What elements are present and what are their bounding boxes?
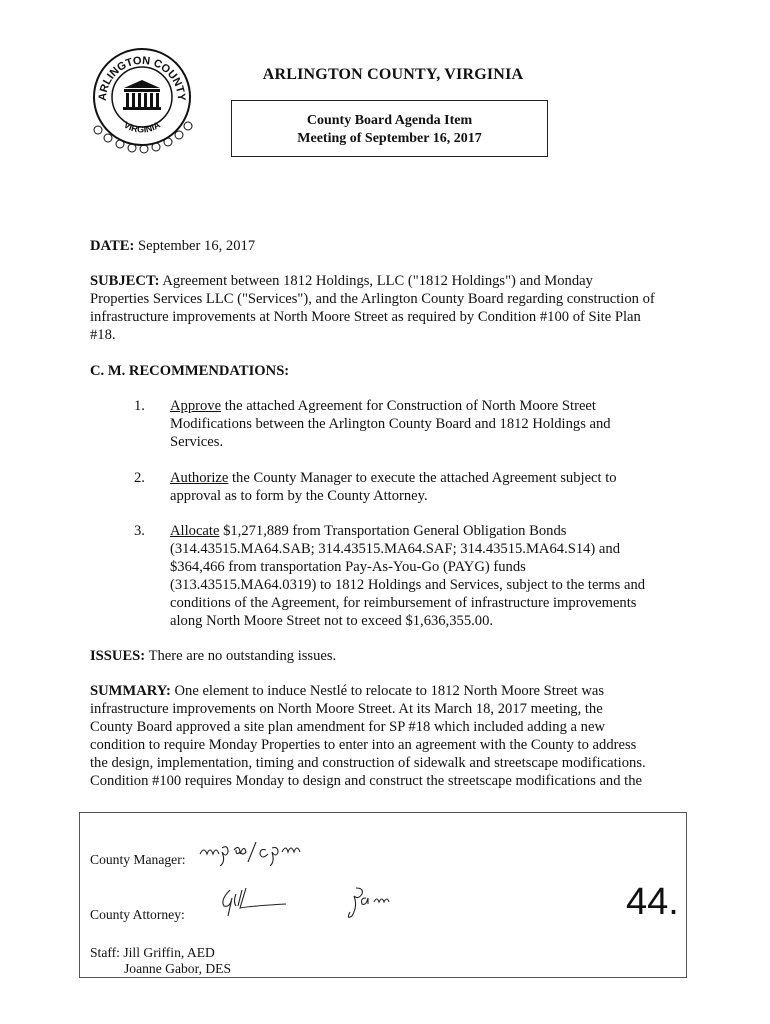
- subject-line-2: Properties Services LLC ("Services"), and the Arlington County Board regarding construction of: [90, 291, 655, 307]
- county-manager-label: County Manager:: [90, 852, 186, 867]
- svg-text:VIRGINIA: [122, 119, 162, 134]
- recommendations-heading: C. M. RECOMMENDATIONS:: [90, 363, 290, 379]
- staff-line-1: Staff: Jill Griffin, AED: [90, 945, 215, 960]
- recommendation-3-number: 3.: [134, 523, 145, 539]
- recommendation-2-line-1: [170, 469, 617, 487]
- issues-label: ISSUES:: [90, 648, 146, 664]
- summary-line-5: the design, implementation, timing and construction of sidewalk and streetscape modifications.: [90, 755, 646, 771]
- summary-line-4: condition to require Monday Properties to enter into an agreement with the County to address: [90, 737, 637, 753]
- building-icon: [123, 80, 161, 110]
- issues-value: There are no outstanding issues.: [148, 648, 337, 664]
- summary-line-1: [90, 682, 604, 700]
- date-line: [90, 237, 255, 255]
- recommendation-3-line-1: [170, 522, 566, 540]
- recommendation-2-number: 2.: [134, 470, 145, 486]
- date-label: DATE:: [90, 238, 135, 254]
- agenda-title: County Board Agenda Item: [306, 113, 473, 128]
- recommendation-1-text-1: the attached Agreement for Construction of North Moore Street: [221, 398, 596, 414]
- recommendation-1-line-2: Modifications between the Arlington County Board and 1812 Holdings and: [170, 416, 611, 432]
- staff-line-2: Joanne Gabor, DES: [124, 961, 232, 976]
- summary-line-2: infrastructure improvements on North Moore Street. At its March 18, 2017 meeting, the: [90, 701, 603, 717]
- subject-line-3: infrastructure improvements at North Moore Street as required by Condition #100 of Site Plan: [90, 309, 641, 325]
- county-attorney-signature-2: [346, 884, 410, 920]
- recommendation-3-line-4: (313.43515.MA64.0319) to 1812 Holdings and Services, subject to the terms and: [170, 577, 646, 593]
- recommendation-3-line-5: conditions of the Agreement, for reimbursement of infrastructure improvements: [170, 595, 637, 611]
- recommendation-2-text-1: the County Manager to execute the attached Agreement subject to: [228, 470, 617, 486]
- recommendation-3-line-2: (314.43515.MA64.SAB; 314.43515.MA64.SAF; 314.43515.MA64.S14) and: [170, 541, 621, 557]
- subject-line-1: [90, 272, 593, 290]
- recommendation-1-verb: Approve: [170, 398, 222, 414]
- summary-line-6: Condition #100 requires Monday to design and construct the streetscape modifications and the: [90, 773, 643, 789]
- recommendation-3-verb: Allocate: [170, 523, 220, 539]
- county-manager-signature: [196, 832, 326, 866]
- recommendation-1-number: 1.: [134, 398, 145, 414]
- issues-line: [90, 647, 336, 665]
- agenda-box: [231, 100, 548, 157]
- summary-label: SUMMARY:: [90, 683, 171, 699]
- meeting-date: Meeting of September 16, 2017: [297, 131, 482, 146]
- date-value: September 16, 2017: [137, 238, 256, 254]
- summary-line-3: County Board approved a site plan amendment for SP #18 which included adding a new: [90, 719, 605, 735]
- recommendation-3-line-3: $364,466 from transportation Pay-As-You-Go (PAYG) funds: [170, 559, 526, 575]
- recommendation-2-line-2: approval as to form by the County Attorney.: [170, 488, 428, 504]
- county-attorney-label: County Attorney:: [90, 907, 185, 922]
- recommendation-1-line-3: Services.: [170, 434, 224, 450]
- recommendation-3-text-1: $1,271,889 from Transportation General Obligation Bonds: [219, 523, 567, 539]
- county-title: ARLINGTON COUNTY, VIRGINIA: [262, 66, 524, 83]
- summary-text-1: One element to induce Nestlé to relocate to 1812 North Moore Street was: [174, 683, 605, 699]
- subject-label: SUBJECT:: [90, 273, 160, 289]
- seal-text-top: ARLINGTON COUNTY: [96, 54, 188, 102]
- agenda-item-number: 44.: [626, 881, 679, 923]
- county-seal: [84, 42, 200, 158]
- county-attorney-signature-1: [216, 884, 296, 918]
- subject-line-4: #18.: [90, 327, 116, 343]
- recommendation-1-line-1: [170, 397, 596, 415]
- recommendation-2-verb: Authorize: [170, 470, 229, 486]
- seal-text-bottom: VIRGINIA: [122, 119, 162, 135]
- recommendation-3-line-6: along North Moore Street not to exceed $1,636,355.00.: [170, 613, 494, 629]
- subject-text-1: Agreement between 1812 Holdings, LLC ("1812 Holdings") and Monday: [162, 273, 593, 289]
